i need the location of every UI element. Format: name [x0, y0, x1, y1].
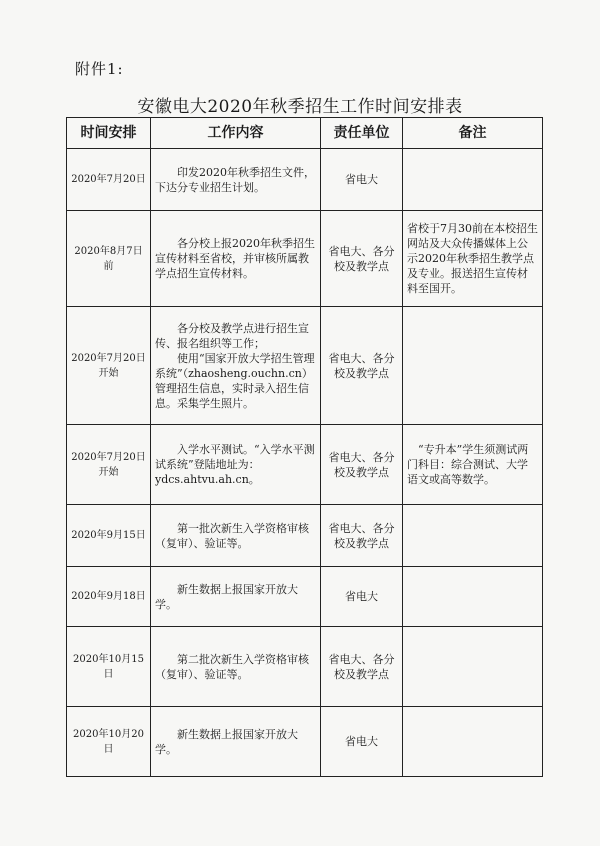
row-content: 入学水平测试。“入学水平测试系统”登陆地址为：ydcs.ahtvu.ah.cn。 — [151, 425, 321, 505]
row-content: 各分校及教学点进行招生宣传、报名组织等工作； 使用“国家开放大学招生管理系统”（zhaosheng.ouchn.cn）管理招生信息，实时录入招生信息。采集学生照片。 — [151, 307, 321, 425]
row-content: 第一批次新生入学资格审核（复审）、验证等。 — [151, 505, 321, 567]
row-content: 新生数据上报国家开放大学。 — [151, 567, 321, 627]
row-date: 2020年8月7日前 — [67, 211, 151, 307]
table-row — [67, 211, 543, 307]
row-date: 2020年10月20日 — [67, 707, 151, 777]
row-content: 各分校上报2020年秋季招生宣传材料至省校，并审核所属教学点招生宣传材料。 — [151, 211, 321, 307]
row-unit: 省电大 — [321, 567, 403, 627]
row-content: 第二批次新生入学资格审核（复审）、验证等。 — [151, 627, 321, 707]
row-note — [403, 627, 543, 707]
table-row — [67, 425, 543, 505]
schedule-table — [66, 117, 543, 777]
row-note — [403, 567, 543, 627]
row-content: 新生数据上报国家开放大学。 — [151, 707, 321, 777]
row-note — [403, 307, 543, 425]
row-unit: 省电大、各分校及教学点 — [321, 505, 403, 567]
row-content: 印发2020年秋季招生文件，下达分专业招生计划。 — [151, 149, 321, 211]
row-note — [403, 707, 543, 777]
row-unit: 省电大 — [321, 149, 403, 211]
row-unit: 省电大、各分校及教学点 — [321, 307, 403, 425]
table-row — [67, 307, 543, 425]
row-date: 2020年9月15日 — [67, 505, 151, 567]
row-date: 2020年7月20日 — [67, 149, 151, 211]
row-unit: 省电大、各分校及教学点 — [321, 211, 403, 307]
row-note: “专升本”学生须测试两门科目：综合测试、大学语文或高等数学。 — [403, 425, 543, 505]
table-header-row — [67, 118, 543, 149]
table-row — [67, 505, 543, 567]
row-date: 2020年10月15日 — [67, 627, 151, 707]
table-row — [67, 149, 543, 211]
header-unit: 责任单位 — [321, 118, 403, 149]
row-date: 2020年9月18日 — [67, 567, 151, 627]
attachment-label: 附件1: — [75, 60, 124, 78]
table-row — [67, 707, 543, 777]
row-date: 2020年7月20日开始 — [67, 307, 151, 425]
page-title: 安徽电大2020年秋季招生工作时间安排表 — [137, 97, 463, 117]
header-note: 备注 — [403, 118, 543, 149]
header-time: 时间安排 — [67, 118, 151, 149]
row-date: 2020年7月20日开始 — [67, 425, 151, 505]
header-content: 工作内容 — [151, 118, 321, 149]
table-row — [67, 567, 543, 627]
row-note: 省校于7月30前在本校招生网站及大众传播媒体上公示2020年秋季招生教学点及专业。报送招生宣传材料至国开。 — [403, 211, 543, 307]
row-note — [403, 505, 543, 567]
row-unit: 省电大、各分校及教学点 — [321, 627, 403, 707]
row-unit: 省电大、各分校及教学点 — [321, 425, 403, 505]
row-unit: 省电大 — [321, 707, 403, 777]
row-note — [403, 149, 543, 211]
table-row — [67, 627, 543, 707]
